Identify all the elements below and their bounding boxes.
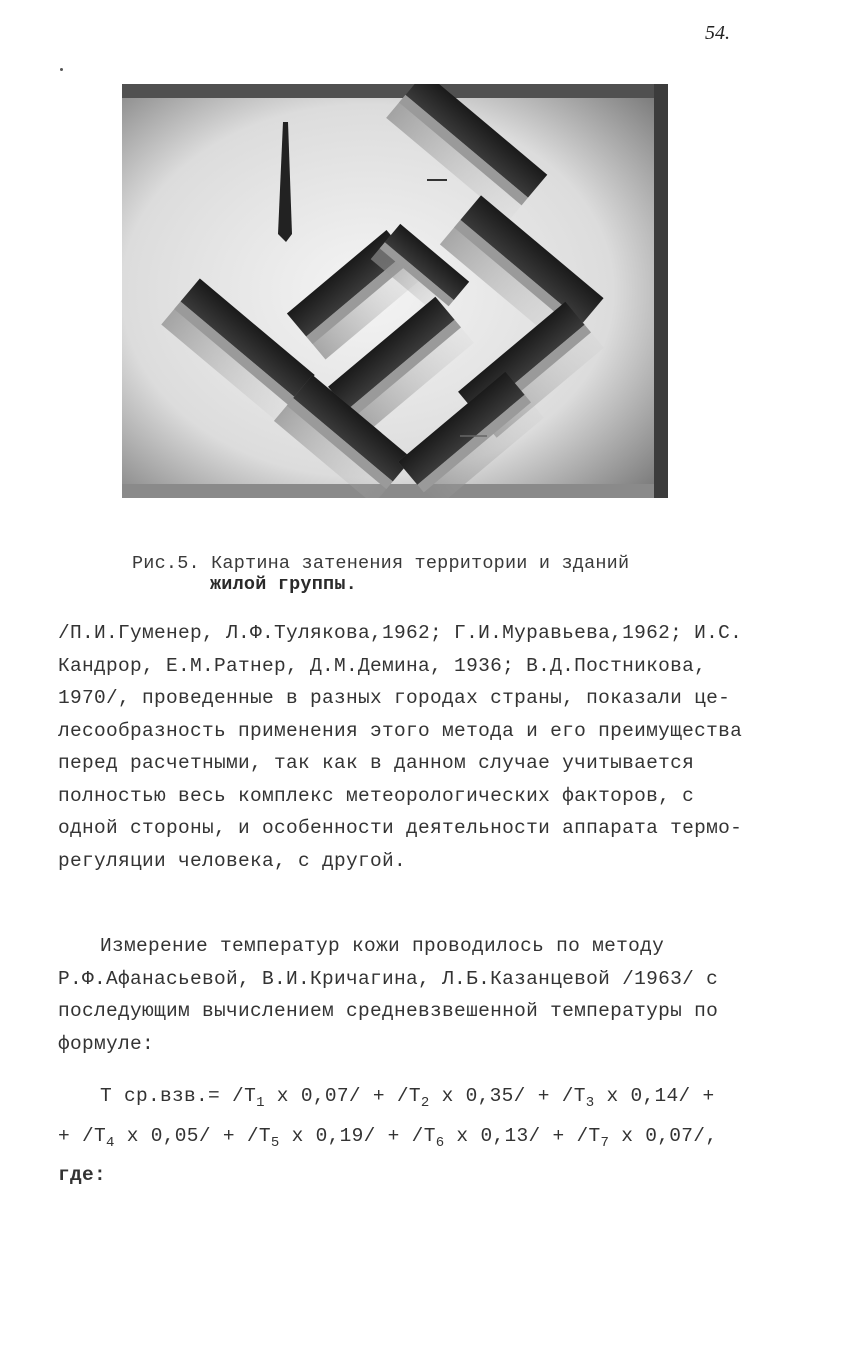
paragraph-1 (58, 617, 818, 877)
text-line: лесообразность применения этого метода и его преимущества (58, 719, 743, 742)
formula-term: $/Т_5$ x 0,19/ (246, 1124, 376, 1151)
figure-caption (132, 553, 772, 595)
text-line: формуле: (58, 1032, 155, 1055)
formula-where: где: (58, 1164, 107, 1186)
text-line: /П.И.Гуменер, Л.Ф.Тулякова,1962; Г.И.Муравьева,1962; И.С. (58, 622, 743, 644)
paragraph-2 (58, 930, 818, 1060)
text-line: перед расчетными, так как в данном случае учитывается (58, 752, 695, 774)
shading-model-photo (122, 84, 668, 498)
stray-mark (60, 68, 63, 71)
text-line: регуляции человека, с другой. (58, 849, 407, 872)
text-line: 1970/, проведенные в разных городах страны, показали це- (58, 687, 731, 709)
caption-line-2: жилой группы. (210, 574, 357, 595)
text-line: одной стороны, и особенности деятельности аппарата термо- (58, 817, 743, 839)
formula-term: $/Т_4$ x 0,05/ (82, 1124, 211, 1151)
weighted-temperature-formula (58, 1080, 818, 1192)
formula-term: $/Т_6$ x 0,13/ (411, 1124, 541, 1151)
text-line: Кандрор, Е.М.Ратнер, Д.М.Демина, 1936; В.Д.Постникова, (58, 654, 707, 677)
text-line: последующим вычислением средневзвешенной температуры по (58, 1000, 719, 1022)
text-line: Измерение температур кожи проводилось по методу (100, 935, 665, 957)
formula-line-2: + $/Т_4$ x $0,05/ + /Т_5$ x $0,19/ + /Т_6$ x $0,13/ + /Т_7$ x 0,07/, (58, 1124, 718, 1151)
text-line: Р.Ф.Афанасьевой, В.И.Кричагина, Л.Б.Казанцевой /1963/ с (58, 967, 719, 990)
formula-term: $/Т_2$ x 0,35/ (396, 1085, 526, 1111)
formula-lhs: Т ср.взв.= (100, 1085, 221, 1107)
caption-line-1: Рис.5. Картина затенения территории и зданий (132, 553, 630, 574)
formula-term: $/Т_7$ x 0,07/ (576, 1124, 706, 1151)
text-line: полностью весь комплекс метеорологических факторов, с (58, 784, 695, 807)
page-number: 54. (705, 22, 730, 44)
formula-line-1: Т $ср.взв.= /Т_1$ x $0,07/ + /Т_2$ x $0,35/ + /Т_3$ x 0,14/ + (100, 1085, 715, 1111)
formula-term: $/Т_3$ x 0,14/ (561, 1085, 691, 1111)
formula-term: $/Т_1$ x 0,07/ (232, 1085, 361, 1111)
